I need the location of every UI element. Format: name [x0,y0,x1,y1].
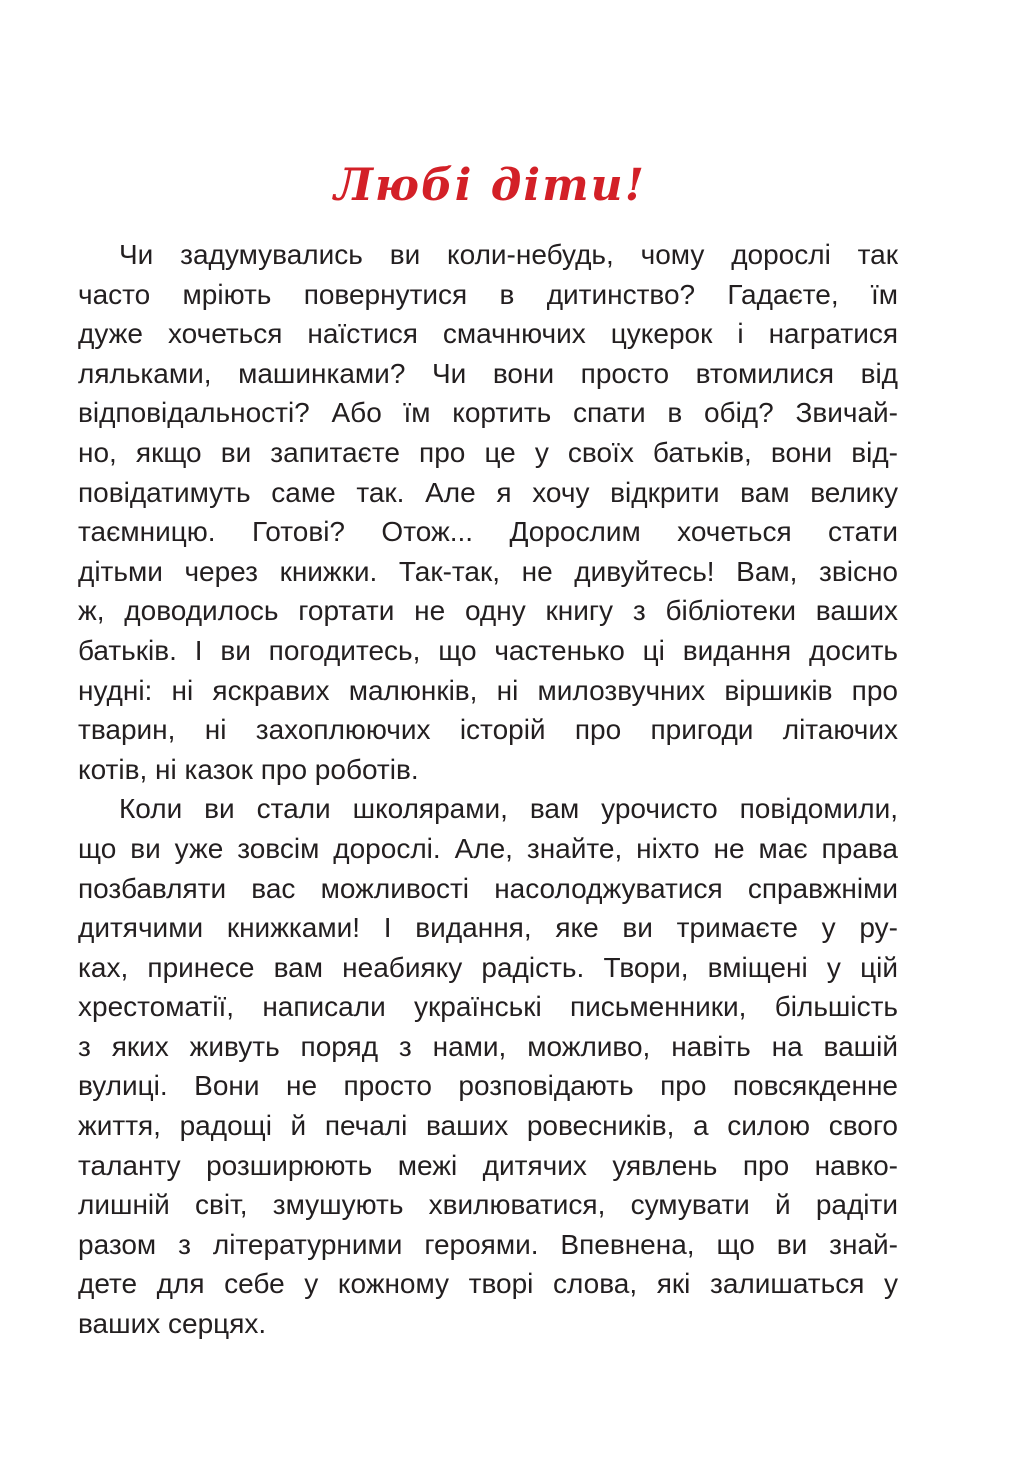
text-line: котів, ні казок про роботів. [78,753,419,785]
text-line: лишній світ, змушують хвилюватися, сумувати й радіти [78,1189,898,1221]
text-line: Коли ви стали школярами, вам урочисто повідомили, [119,793,898,825]
text-line: дитячими книжками! І видання, яке ви тримаєте у ру- [78,912,898,944]
text-line: повідатимуть саме так. Але я хочу відкрити вам велику [78,476,898,508]
text-line: часто мріють повернутися в дитинство? Гадаєте, їм [78,278,898,310]
paragraph [78,789,898,1343]
text-line: таємницю. Готові? Отож... Дорослим хочеться стати [78,516,898,548]
text-line: ляльками, машинками? Чи вони просто втомилися від [78,357,898,389]
page-title: Любі діти! [334,160,646,211]
paragraph [78,235,898,789]
text-line: дете для себе у кожному творі слова, які залишаться у [78,1268,898,1300]
text-line: Чи задумувались ви коли-небудь, чому дорослі так [119,239,898,270]
text-line: ж, доводилось гортати не одну книгу з бібліотеки ваших [78,595,898,627]
text-line: хрестоматії, написали українські письменники, більшість [78,991,898,1023]
text-line: дуже хочеться наїстися смачнючих цукерок і награтися [78,318,898,350]
text-line: разом з літературними героями. Впевнена, що ви знай- [78,1228,898,1260]
text-line: дітьми через книжки. Так-так, не дивуйтесь! Вам, звісно [78,555,898,587]
text-line: що ви уже зовсім дорослі. Але, знайте, ніхто не має права [78,832,898,864]
text-line: тварин, ні захоплюючих історій про пригоди літаючих [78,714,898,746]
body-text [78,235,898,1344]
text-line: вулиці. Вони не просто розповідають про повсякденне [78,1070,898,1102]
text-line: нудні: ні яскравих малюнків, ні милозвучних віршиків про [78,674,898,706]
text-line: з яких живуть поряд з нами, можливо, навіть на вашій [78,1030,898,1062]
text-line: позбавляти вас можливості насолоджуватися справжніми [78,872,898,904]
text-line: но, якщо ви запитаєте про це у своїх батьків, вони від- [78,436,898,468]
text-line: ваших серцях. [78,1308,267,1340]
text-line: таланту розширюють межі дитячих уявлень про навко- [78,1149,898,1181]
text-line: життя, радощі й печалі ваших ровесників, а силою свого [78,1110,898,1142]
text-line: батьків. І ви погодитесь, що частенько ці видання досить [78,634,898,666]
text-line: ках, принесе вам неабияку радість. Твори, вміщені у цій [78,951,898,983]
text-line: відповідальності? Або їм кортить спати в обід? Звичай- [78,397,898,429]
